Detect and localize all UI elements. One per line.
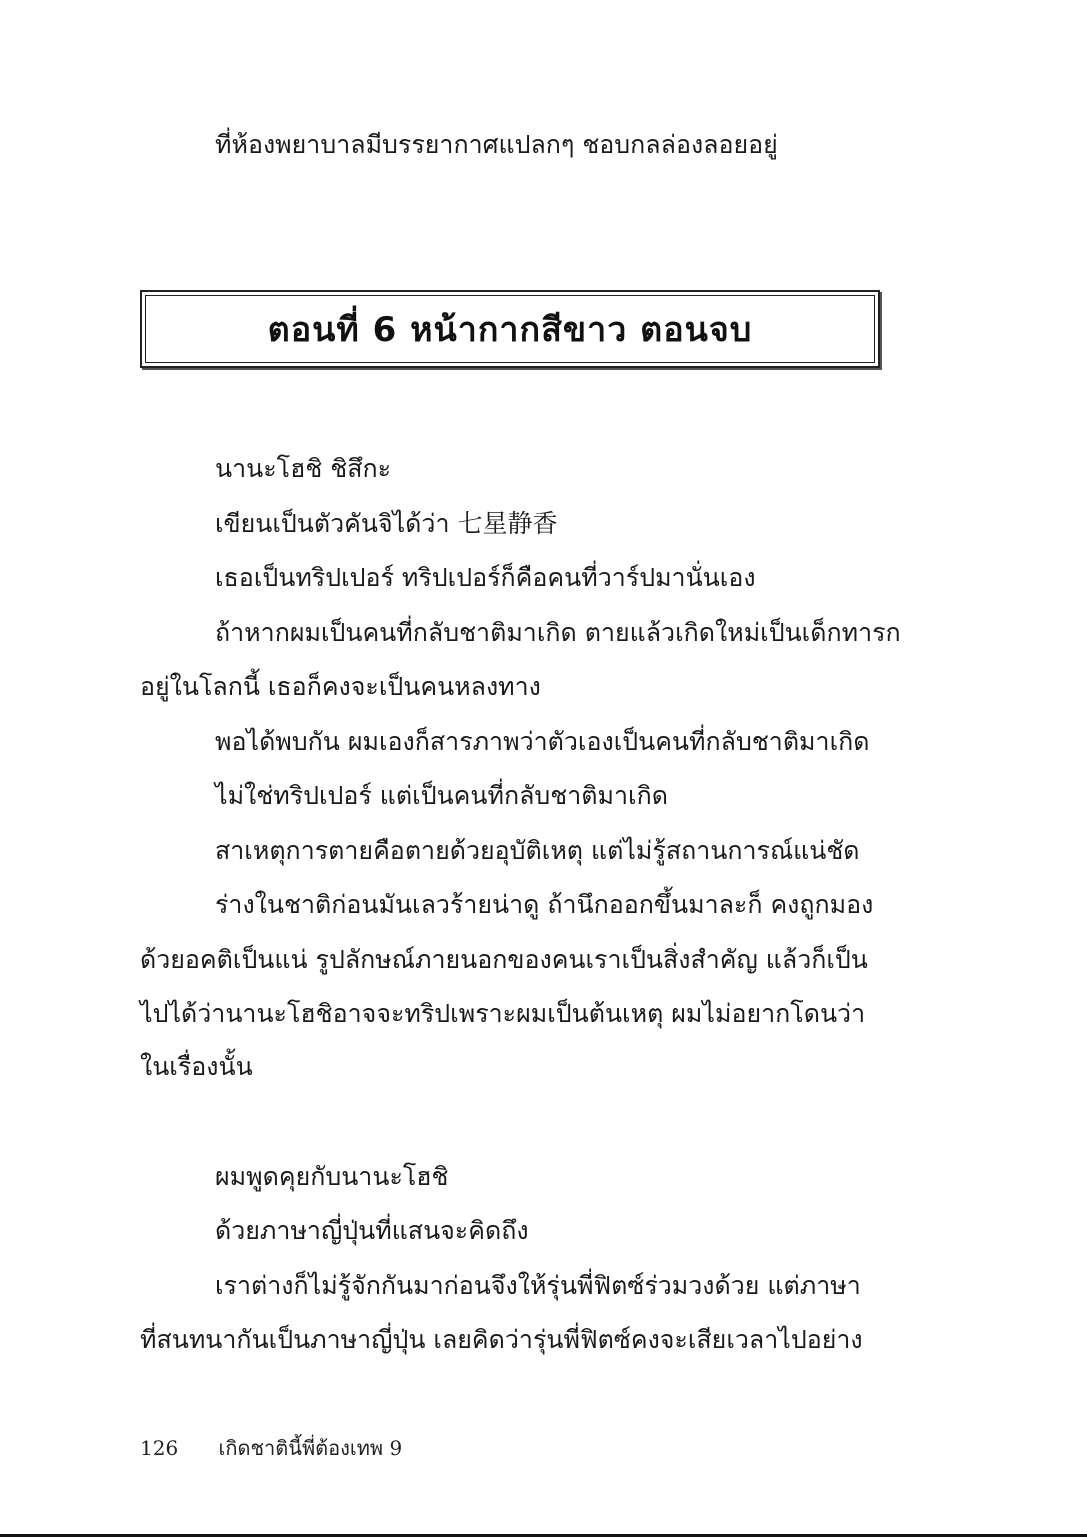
bottom-divider — [0, 1534, 1087, 1537]
paragraph-line: ถ้าหากผมเป็นคนที่กลับชาติมาเกิด ตายแล้วเกิดใหม่เป็นเด็กทารก — [215, 618, 901, 647]
paragraph-line: ผมพูดคุยกับนานะโฮชิ — [215, 1162, 449, 1191]
page-number: 126 — [140, 1436, 179, 1460]
paragraph-line: ไปได้ว่านานะโฮชิอาจจะทริปเพราะผมเป็นต้นเหตุ ผมไม่อยากโดนว่า — [140, 999, 866, 1028]
intro-line: ที่ห้องพยาบาลมีบรรยากาศแปลกๆ ชอบกลล่องลอยอยู่ — [215, 130, 778, 159]
paragraph-line: ที่สนทนากันเป็นภาษาญี่ปุ่น เลยคิดว่ารุ่นพี่ฟิตซ์คงจะเสียเวลาไปอย่าง — [140, 1325, 863, 1354]
paragraph-line: ไม่ใช่ทริปเปอร์ แต่เป็นคนที่กลับชาติมาเกิด — [215, 781, 668, 810]
paragraph-line: เราต่างก็ไม่รู้จักกันมาก่อนจึงให้รุ่นพี่ฟิตซ์ร่วมวงด้วย แต่ภาษา — [215, 1271, 861, 1300]
paragraph-line: เธอเป็นทริปเปอร์ ทริปเปอร์ก็คือคนที่วาร์ปมานั่นเอง — [215, 563, 756, 592]
paragraph-line: ในเรื่องนั้น — [140, 1052, 253, 1081]
paragraph-line: อยู่ในโลกนี้ เธอก็คงจะเป็นคนหลงทาง — [140, 672, 541, 701]
book-title: เกิดชาตินี้พี่ต้องเทพ 9 — [218, 1436, 403, 1460]
paragraph-line: นานะโฮชิ ชิสึกะ — [215, 454, 392, 483]
paragraph-line: พอได้พบกัน ผมเองก็สารภาพว่าตัวเองเป็นคนที่กลับชาติมาเกิด — [215, 727, 870, 756]
chapter-heading-box — [140, 290, 880, 368]
paragraph-line: สาเหตุการตายคือตายด้วยอุบัติเหตุ แต่ไม่รู้สถานการณ์แน่ชัด — [215, 836, 860, 865]
chapter-title: ตอนที่ 6 หน้ากากสีขาว ตอนจบ — [267, 310, 753, 350]
page-footer — [140, 1432, 402, 1464]
paragraph-line: ด้วยภาษาญี่ปุ่นที่แสนจะคิดถึง — [215, 1216, 529, 1245]
paragraph-line: ด้วยอคติเป็นแน่ รูปลักษณ์ภายนอกของคนเราเป็นสิ่งสำคัญ แล้วก็เป็น — [140, 945, 868, 974]
paragraph-line: ร่างในชาติก่อนมันเลวร้ายน่าดู ถ้านึกออกขึ้นมาละก็ คงถูกมอง — [215, 890, 874, 919]
paragraph-line: เขียนเป็นตัวคันจิได้ว่า 七星静香 — [215, 509, 558, 538]
